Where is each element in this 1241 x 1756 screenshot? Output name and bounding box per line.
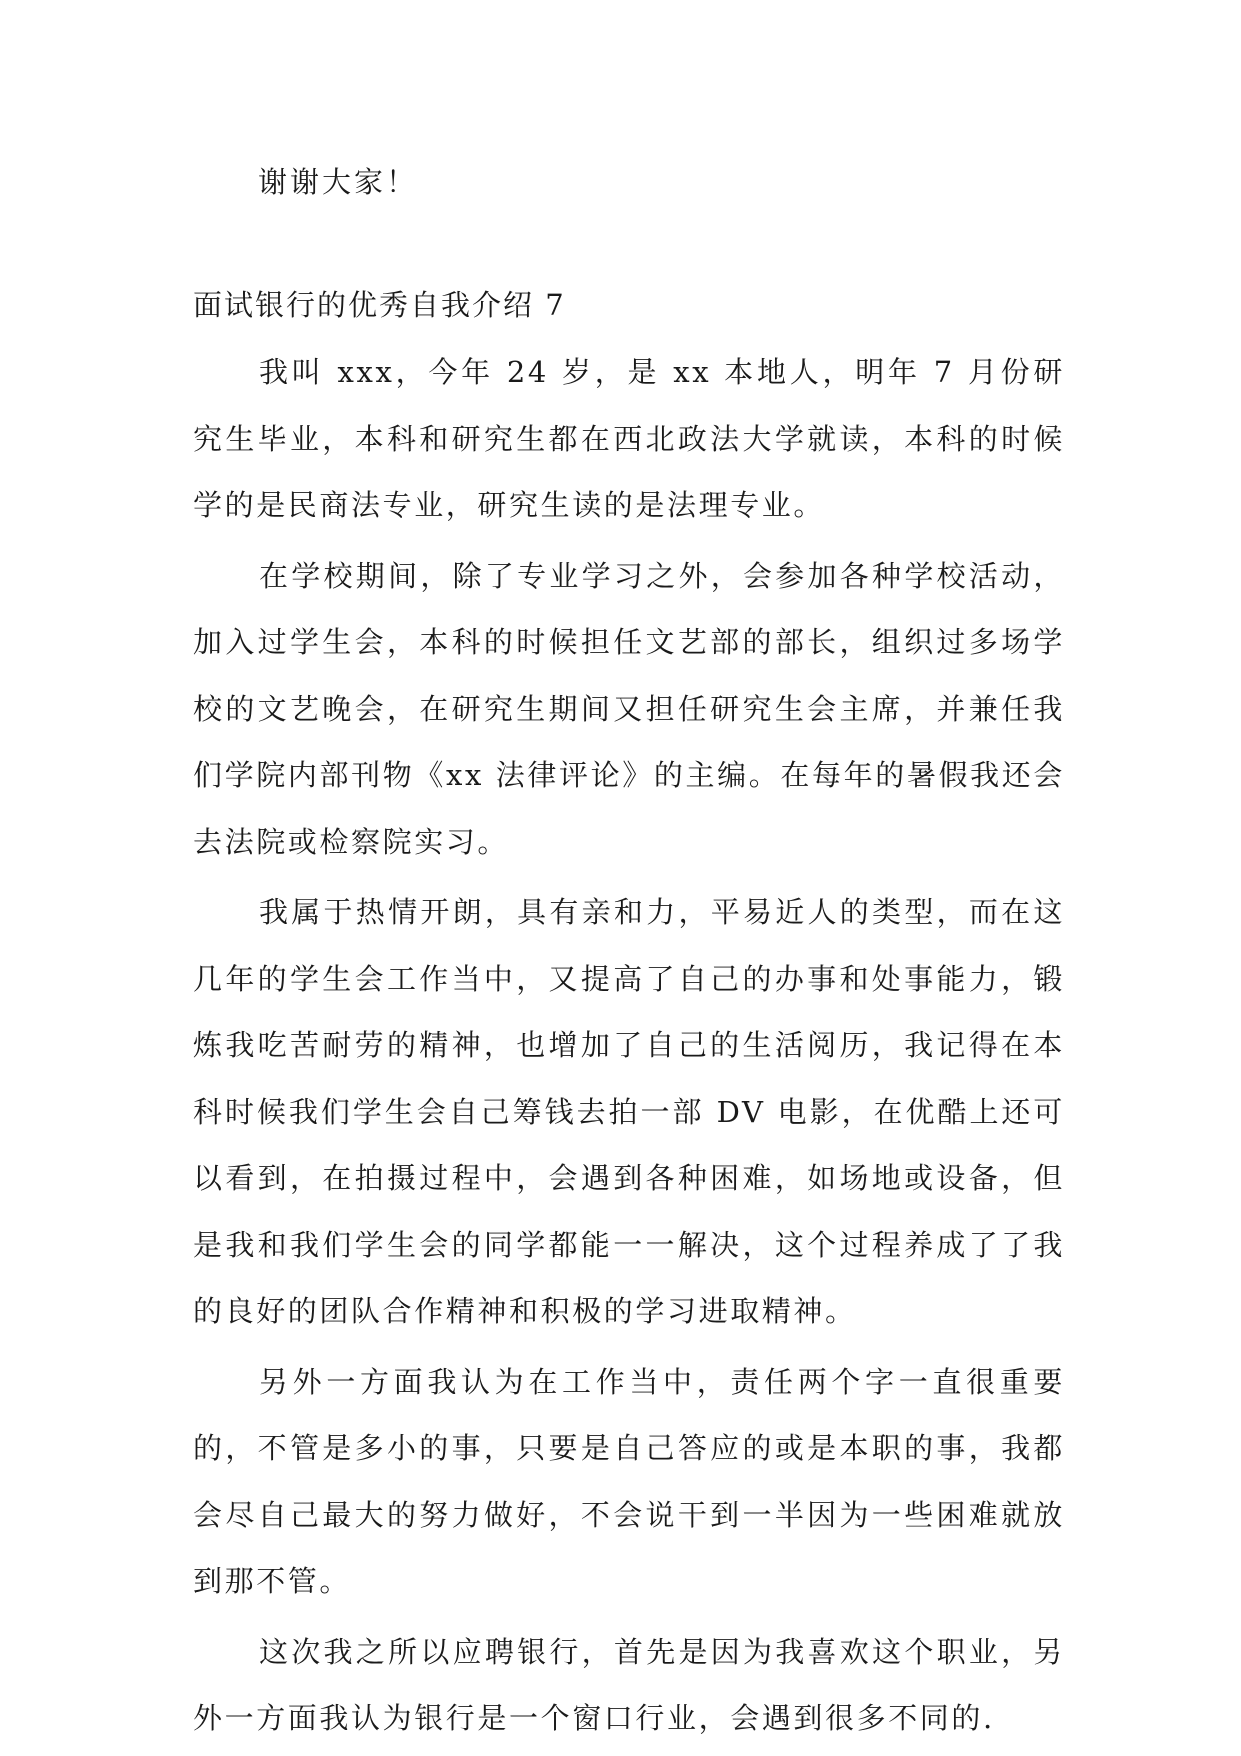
paragraph-personality: 我属于热情开朗，具有亲和力，平易近人的类型，而在这几年的学生会工作当中，又提高了自己的办事和处事能力，锻炼我吃苦耐劳的精神，也增加了自己的生活阅历，我记得在本科时候我们学生会自己筹钱去拍一部 DV 电影，在优酷上还可以看到，在拍摄过程中，会遇到各种困难，如场地或设备，但是我和我们学生会的同学都能一一解决，这个过程养成了了我的良好的团队合作精神和积极的学习进取精神。 [193,895,1065,1328]
paragraph-school-activities: 在学校期间，除了专业学习之外，会参加各种学校活动，加入过学生会，本科的时候担任文艺部的部长，组织过多场学校的文艺晚会，在研究生期间又担任研究生会主席，并兼任我们学院内部刊物《xx 法律评论》的主编。在每年的暑假我还会去法院或检察院实习。 [193,558,1065,859]
paragraph-motivation: 这次我之所以应聘银行，首先是因为我喜欢这个职业，另外一方面我认为银行是一个窗口行业，会遇到很多不同的. [193,1634,1065,1735]
section-heading: 面试银行的优秀自我介绍 7 [193,288,566,322]
closing-line: 谢谢大家！ [258,165,419,199]
paragraph-responsibility: 另外一方面我认为在工作当中，责任两个字一直很重要的，不管是多小的事，只要是自己答应的或是本职的事，我都会尽自己最大的努力做好，不会说干到一半因为一些困难就放到那不管。 [193,1364,1065,1598]
body-text [193,339,1065,1756]
paragraph-intro: 我叫 xxx，今年 24 岁，是 xx 本地人，明年 7 月份研究生毕业，本科和研究生都在西北政法大学就读，本科的时候学的是民商法专业，研究生读的是法理专业。 [193,355,1065,522]
